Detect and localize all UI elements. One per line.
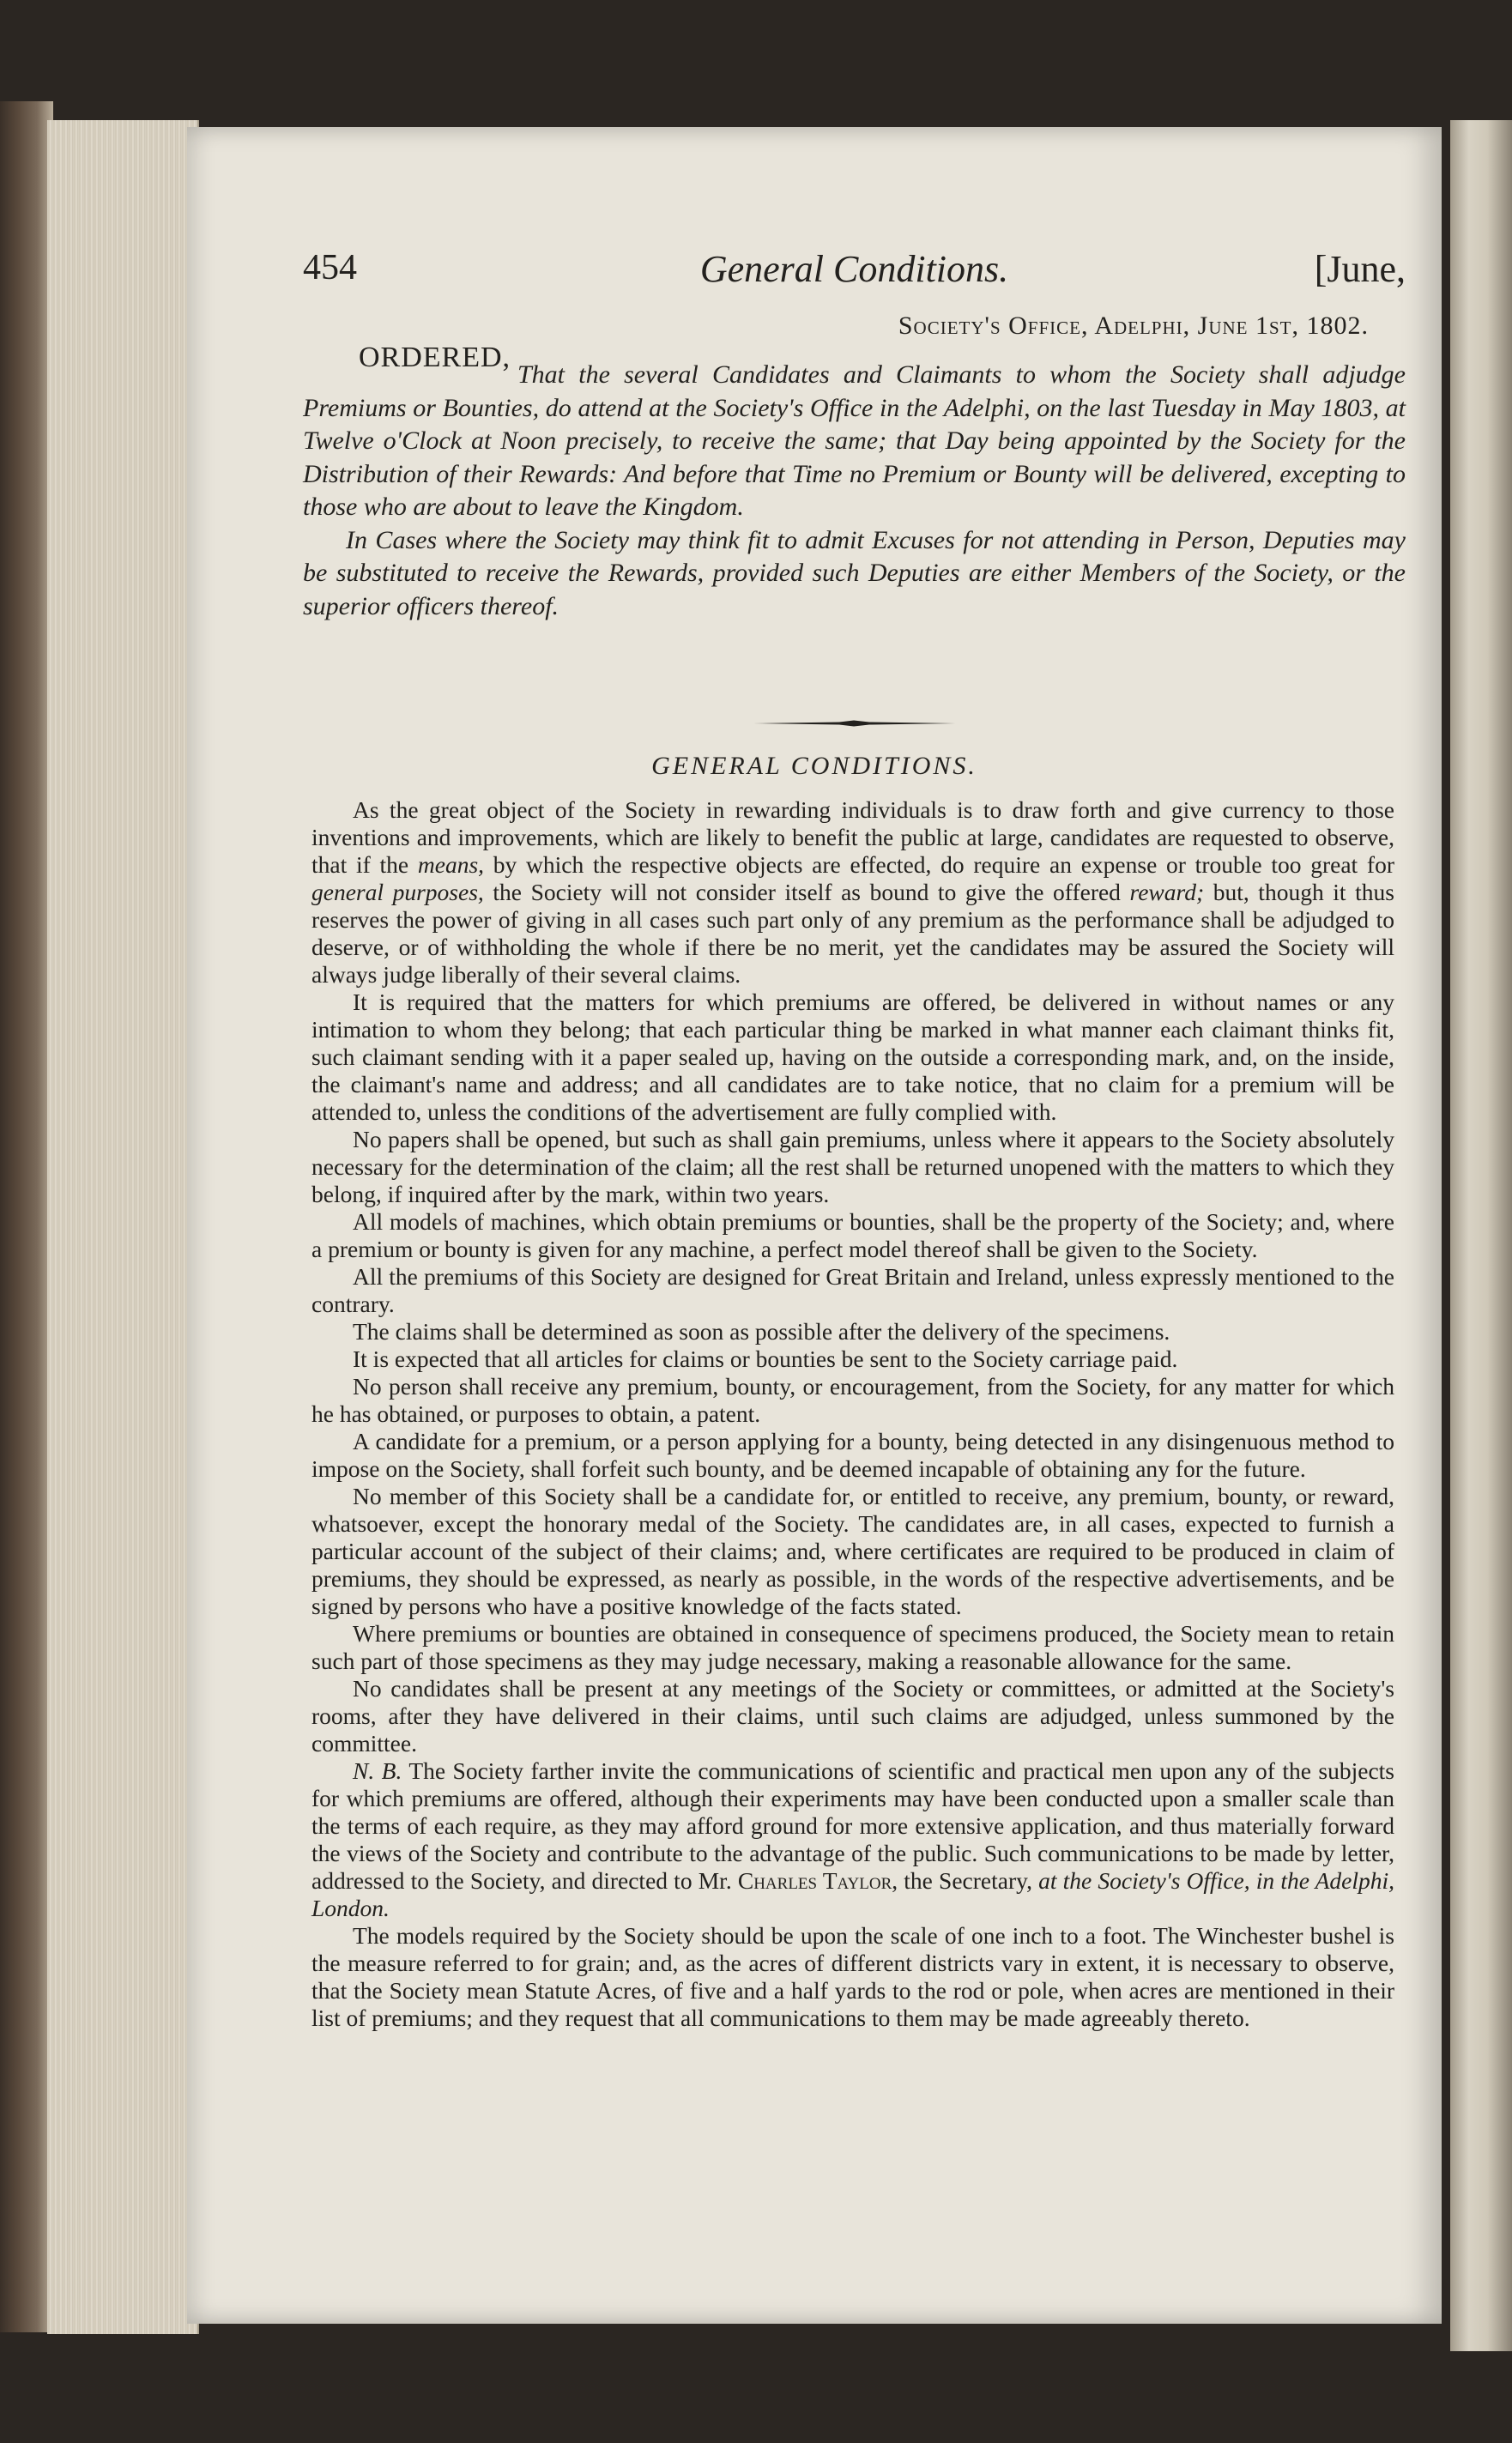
paragraph: No person shall receive any premium, bounty, or encouragement, from the Society, for any matter for which he has obtained, or purposes to obtain, a patent. xyxy=(311,1373,1394,1427)
office-dateline: Society's Office, Adelphi, June 1st, 1802. xyxy=(898,311,1369,340)
section-title: GENERAL CONDITIONS. xyxy=(651,752,977,780)
page-stack-edge xyxy=(47,120,199,2334)
paragraph: No member of this Society shall be a candidate for, or entitled to receive, any premium, bounty, or reward, whatsoever, except the honorary medal of the Society. The candidates are, in all cases, expected to furnish a particular account of the subject of their claims; and, where certificates are required to be produced in claim of premiums, they should be expressed, as nearly as possible, in the words of the respective advertisements, and be signed by persons who have a positive knowledge of the facts stated. xyxy=(311,1483,1394,1619)
ordered-label: ORDERED, xyxy=(359,342,511,373)
book-page xyxy=(187,127,1442,2324)
paragraph: All the premiums of this Society are designed for Great Britain and Ireland, unless expressly mentioned to the contrary. xyxy=(311,1263,1394,1317)
facing-page-edge xyxy=(1450,120,1512,2351)
paragraph: The models required by the Society should be upon the scale of one inch to a foot. The Winchester bushel is the measure referred to for grain; and, as the acres of different districts vary in extent, it is necessary to observe, that the Society mean Statute Acres, of five and a half yards to the rod or pole, when acres are mentioned in their list of premiums; and they request that all communications to them may be made agreeably thereto. xyxy=(311,1922,1394,2031)
ordered-paragraph-2: In Cases where the Society may think fit to admit Excuses for not attending in Person, Deputies may be substituted to receive the Rewards, provided such Deputies are either Members of the Society, or the superior officers thereof. xyxy=(303,525,1406,620)
paragraph: As the great object of the Society in rewarding individuals is to draw forth and give currency to those inventions and improvements, which are likely to benefit the public at large, candidates are requested to observe, that if the means, by which the respective objects are effected, do require an expense or trouble too great for general purposes, the Society will not consider itself as bound to give the offered reward; but, though it thus reserves the power of giving in all cases such part only of any premium as the performance shall be adjudged to deserve, or of withholding the whole if there be no merit, yet the candidates may be assured the Society will always judge liberally of their several claims. xyxy=(311,796,1395,988)
paragraph: All models of machines, which obtain premiums or bounties, shall be the property of the Society; and, where a premium or bounty is given for any machine, a perfect model thereof shall be given to the Society. xyxy=(311,1208,1394,1262)
paragraph: It is required that the matters for which premiums are offered, be delivered in without names or any intimation to whom they belong; that each particular thing be marked in what manner each claimant thinks fit, such claimant sending with it a paper sealed up, having on the outside a corresponding mark, and, on the inside, the claimant's name and address; and all candidates are to take notice, that no claim for a premium will be attended to, unless the conditions of the advertisement are fully complied with. xyxy=(311,989,1394,1125)
conditions-body xyxy=(311,796,1394,2032)
paragraph: Where premiums or bounties are obtained in consequence of specimens produced, the Society mean to retain such part of those specimens as they may judge necessary, making a reasonable allowance for the same. xyxy=(311,1620,1394,1674)
page-header xyxy=(303,247,1406,299)
ordered-paragraph-1: That the several Candidates and Claimants to whom the Society shall adjudge Premiums or Bounties, do attend at the Society's Office in the Adelphi, on the last Tuesday in May 1803, at Twelve o'Clock at Noon precisely, to receive the same; that Day being appointed by the Society for the Distribution of their Rewards: And before that Time no Premium or Bounty will be delivered, excepting to those who are about to leave the Kingdom. xyxy=(303,360,1406,521)
book-binding-left xyxy=(0,101,53,2332)
paragraph: No candidates shall be present at any meetings of the Society or committees, or admitted at the Society's rooms, after they have delivered in their claims, until such claims are adjudged, unless summoned by the committee. xyxy=(311,1675,1394,1757)
paragraph: It is expected that all articles for claims or bounties be sent to the Society carriage paid. xyxy=(353,1345,1178,1372)
paragraph: The claims shall be determined as soon as possible after the delivery of the specimens. xyxy=(353,1318,1170,1345)
header-date: [June, xyxy=(1314,248,1406,290)
ordered-notice xyxy=(303,359,1406,623)
paragraph-nb: N. B. The Society farther invite the communications of scientific and practical men upon any of the subjects for which premiums are offered, although their experiments may have been conducted upon a smaller scale than the terms of each require, as they may afford ground for more extensive application, and thus materially forward the views of the Society and contribute to the advantage of the public. Such communications to be made by letter, addressed to the Society, and directed to Mr. Charles Taylor, the Secretary, at the Society's Office, in the Adelphi, London. xyxy=(311,1757,1394,1921)
running-head: General Conditions. xyxy=(699,248,1009,290)
paragraph: No papers shall be opened, but such as shall gain premiums, unless where it appears to the Society absolutely necessary for the determination of the claim; all the rest shall be returned unopened with the matters to which they belong, if inquired after by the mark, within two years. xyxy=(311,1126,1394,1207)
ornamental-rule xyxy=(753,719,955,728)
paragraph: A candidate for a premium, or a person applying for a bounty, being detected in any disingenuous method to impose on the Society, shall forfeit such bounty, and be deemed incapable of obtaining any for the future. xyxy=(311,1428,1394,1482)
page-number: 454 xyxy=(303,248,357,287)
